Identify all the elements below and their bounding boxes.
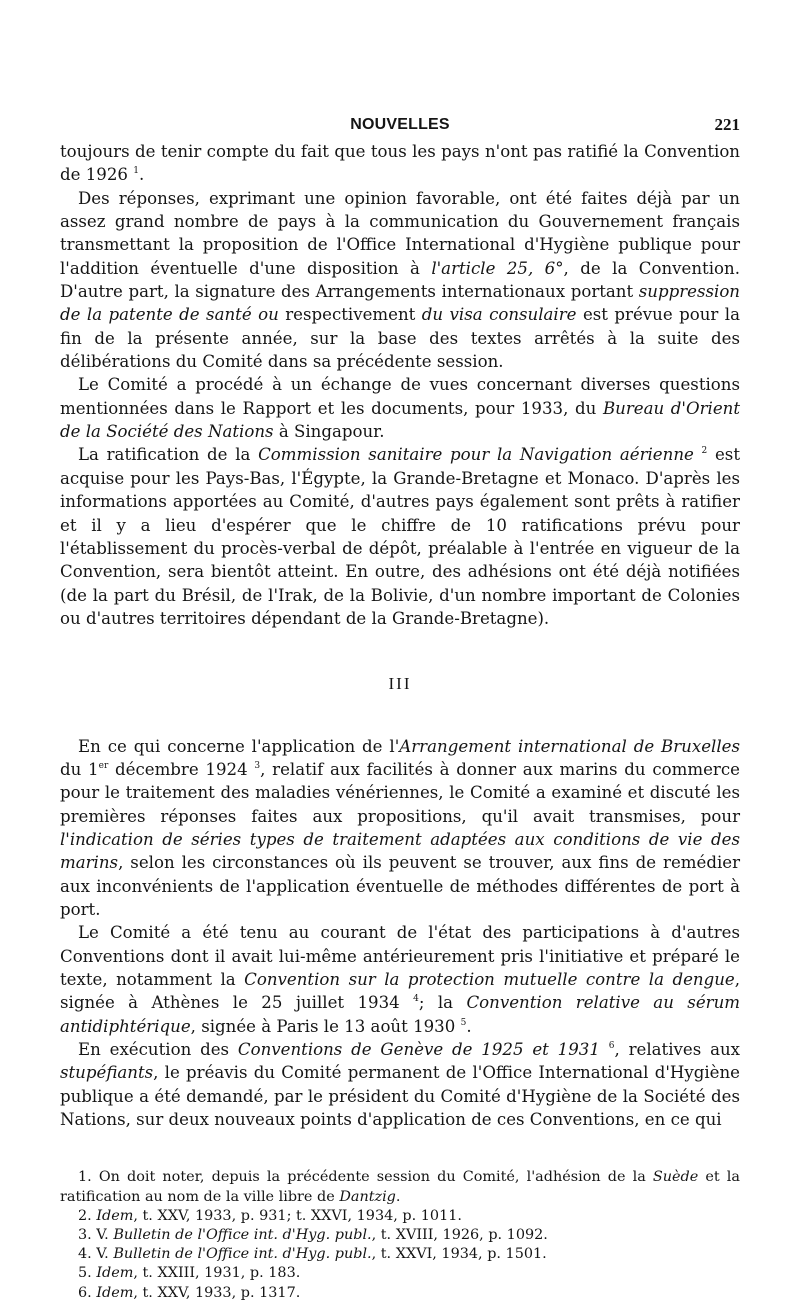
text-run: Idem — [96, 1207, 134, 1224]
text-run: . — [466, 1016, 472, 1036]
text-run: ; la — [418, 993, 467, 1013]
text-run: 4. V. — [78, 1246, 114, 1263]
paragraph — [60, 735, 740, 922]
text-run: , le préavis du Comité permanent de l'Office International d'Hygiène publique a été demandé, par le président du Comité d'Hygiène de la Société des Nations, sur deux nouveaux points d'application de ces Conventions, en ce qui — [60, 1063, 740, 1130]
footnote-ref: 4 — [413, 994, 419, 1005]
footnote — [60, 1284, 740, 1303]
text-run: du 1 — [60, 759, 99, 779]
text-run: Bulletin de l'Office int. d'Hyg. publ. — [113, 1246, 372, 1263]
text-run: En exécution des — [78, 1040, 238, 1060]
paragraph — [60, 1038, 740, 1131]
text-run: Commission sanitaire pour la Navigation aérienne — [258, 445, 694, 465]
text-run — [600, 1040, 609, 1059]
text-run: Conventions de Genève de 1925 et 1931 — [237, 1040, 600, 1060]
text-run: 5. — [78, 1265, 97, 1282]
text-run: 2. — [78, 1207, 97, 1224]
text-run: Le Comité a été tenu au courant de l'état des participations à d'autres Conventions dont il avait lui-même antérieurement pris l'initiative et préparé le texte, notamment la — [60, 923, 740, 989]
text-run: , de la Convention. D'autre part, la signature des Arrangements internationaux portant — [60, 258, 740, 302]
page-number: 221 — [714, 115, 740, 134]
text-run: Le Comité a procédé à un échange de vues concernant diverses questions mentionnées dans le Rapport et les documents, pour 1933, du — [60, 375, 740, 418]
text-run: , t. XXIII, 1931, p. 183. — [133, 1265, 301, 1282]
text-run: , relatif aux facilités à donner aux marins du commerce pour le traitement des maladies vénériennes, le Comité a examiné et discuté les premières réponses faites aux propositions, qu'il avait transmises, pour — [60, 759, 740, 826]
paragraph — [60, 443, 740, 630]
text-run: Bureau d'Orient de la Société des Nations — [60, 398, 740, 442]
text-run: Suède — [652, 1169, 699, 1186]
paragraph — [60, 373, 740, 443]
body-text-top — [60, 140, 740, 630]
text-run: suppression de la patente de santé ou — [60, 282, 740, 325]
text-run: 1. On doit noter, depuis la précédente session du Comité, l'adhésion de la — [78, 1169, 653, 1186]
footnote — [60, 1207, 740, 1226]
text-run: , t. XXV, 1933, p. 931; t. XXVI, 1934, p. 1011. — [133, 1207, 462, 1224]
text-run: et la ratification au nom de la ville libre de — [60, 1169, 740, 1205]
text-run: est prévue pour la fin de la présente année, sur la base des textes arrêtés à la suite des délibérations du Comité dans sa précédente session. — [60, 305, 740, 372]
text-run: , t. XXV, 1933, p. 1317. — [133, 1284, 301, 1301]
running-title: NOUVELLES — [350, 116, 450, 133]
paragraph — [60, 921, 740, 1038]
text-run: du visa consulaire — [421, 305, 577, 325]
text-run: toujours de tenir compte du fait que tous les pays n'ont pas ratifié la Convention de 1926 — [60, 142, 740, 185]
footnote — [60, 1226, 740, 1245]
text-run: En ce qui concerne l'application de l' — [78, 736, 400, 756]
text-run: respectivement — [278, 305, 422, 325]
text-run: La ratification de la — [78, 445, 259, 465]
text-run: , t. XVIII, 1926, p. 1092. — [371, 1227, 548, 1244]
footnote — [60, 1245, 740, 1264]
document-page — [60, 108, 740, 1303]
text-run: . — [395, 1188, 401, 1205]
footnote-ref: 6 — [608, 1041, 615, 1052]
text-run: , selon les circonstances où ils peuvent se trouver, aux fins de remédier aux inconvénients de l'application éventuelle de méthodes différentes de port à port. — [60, 853, 740, 919]
paragraph — [60, 187, 740, 374]
footnote-ref: 2 — [701, 446, 708, 457]
text-run: . — [138, 165, 145, 185]
footnote-ref: 3 — [254, 760, 261, 771]
text-run: Dantzig — [339, 1188, 396, 1205]
footnote — [60, 1264, 740, 1283]
footnote-ref: 1 — [133, 166, 139, 177]
body-text-bottom — [60, 735, 740, 1132]
text-run — [694, 445, 702, 464]
text-run: l'indication de séries types de traitement adaptées aux conditions de vie des marins — [60, 829, 740, 873]
text-run: , signée à Paris le 13 août 1930 — [190, 1016, 461, 1036]
text-run: à Singapour. — [273, 422, 385, 442]
text-run: 3. V. — [78, 1227, 114, 1244]
text-run: Convention sur la protection mutuelle contre la dengue — [244, 970, 735, 989]
text-run: décembre 1924 — [108, 759, 255, 779]
text-run: Idem — [96, 1284, 134, 1301]
footnote-ref: 5 — [460, 1017, 467, 1028]
text-run: Arrangement international de Bruxelles — [399, 736, 740, 756]
footnotes — [60, 1168, 740, 1302]
text-run: , signée à Athènes le 25 juillet 1934 — [60, 970, 740, 1013]
footnote — [60, 1168, 740, 1206]
footnote-ref: er — [98, 760, 109, 771]
paragraph — [60, 140, 740, 187]
text-run: Bulletin de l'Office int. d'Hyg. publ. — [113, 1227, 372, 1244]
text-run: , relatives aux — [614, 1040, 741, 1060]
page-header — [60, 108, 740, 140]
text-run: Des réponses, exprimant une opinion favorable, ont été faites déjà par un assez grand nombre de pays à la communication du Gouvernement français transmettant la proposition de l'Office International d'Hygiène publique pour l'addition éventuelle d'une disposition à — [60, 188, 740, 278]
text-run: est acquise pour les Pays-Bas, l'Égypte, la Grande-Bretagne et Monaco. D'après les informations apportées au Comité, d'autres pays également sont prêts à ratifier et il y a lieu d'espérer que le chiffre de 10 ratifications prévu pour l'établissement du procès-verbal de dépôt, préalable à l'entrée en vigueur de la Convention, sera bientôt atteint. En outre, des adhésions ont été déjà notifiées (de la part du Brésil, de l'Irak, de la Bolivie, d'un nombre important de Colonies ou d'autres territoires dépendant de la Grande-Bretagne). — [60, 445, 740, 628]
text-run: , t. XXVI, 1934, p. 1501. — [371, 1246, 547, 1263]
text-run: Convention relative au sérum antidiphtérique — [60, 993, 740, 1036]
text-run: stupéfiants — [60, 1063, 154, 1083]
text-run: Idem — [96, 1265, 134, 1282]
section-numeral: III — [388, 674, 412, 694]
text-run: 6. — [78, 1284, 97, 1301]
text-run: l'article 25, 6° — [431, 258, 564, 278]
